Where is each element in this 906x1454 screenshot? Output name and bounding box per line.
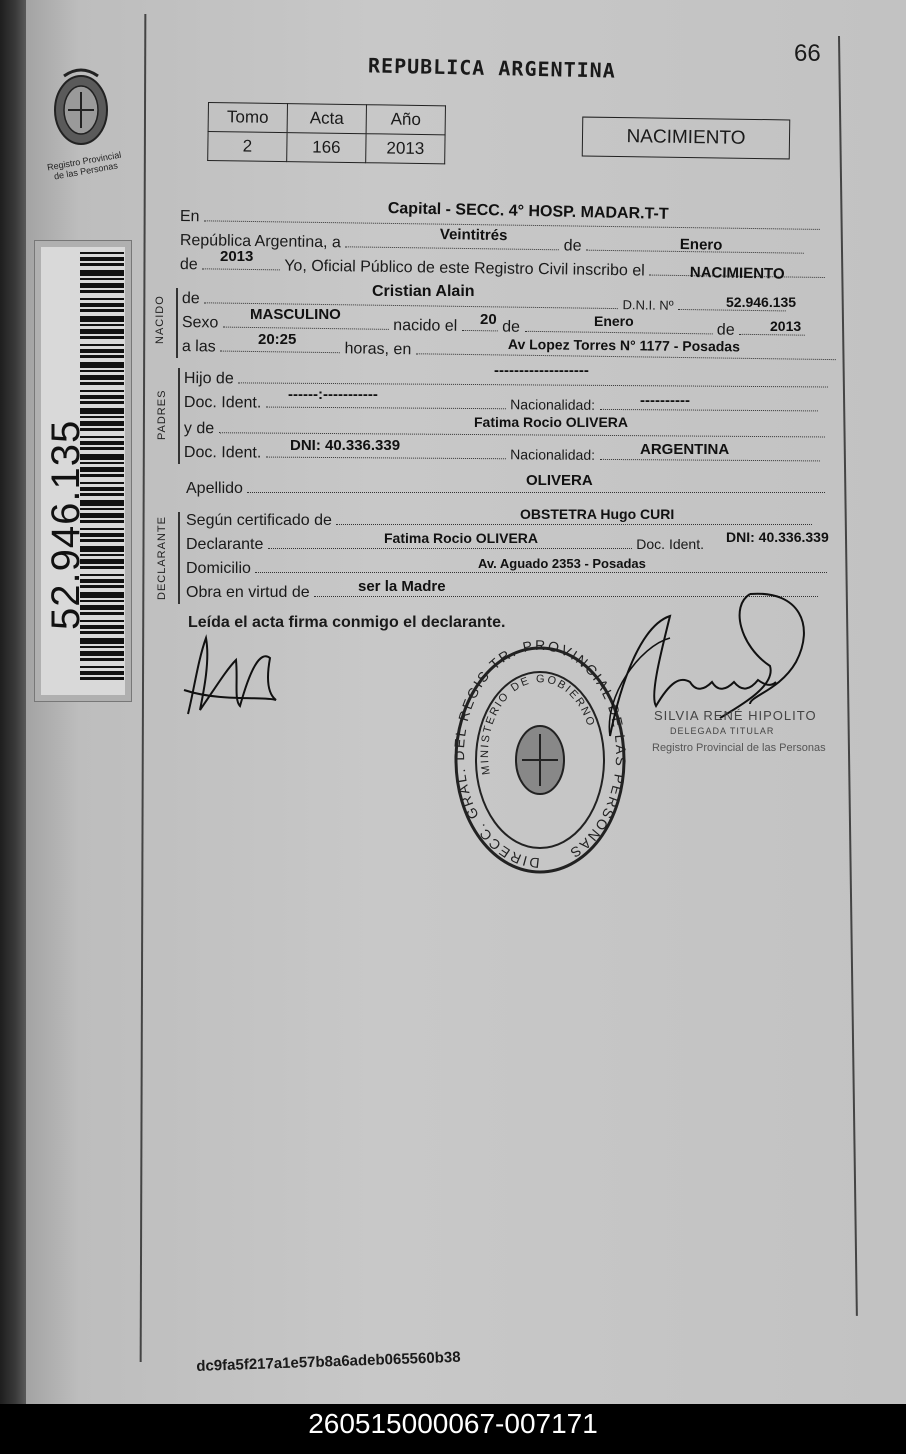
label-declarante: Declarante xyxy=(186,536,264,553)
row-apellido xyxy=(186,480,825,498)
section-divider xyxy=(176,288,178,358)
value-mes: Enero xyxy=(679,236,723,254)
value-dia-texto: Veintitrés xyxy=(439,226,508,245)
official-role: DELEGADA TITULAR xyxy=(670,726,775,736)
value-tomo: 2 xyxy=(208,132,287,162)
value-hora: 20:25 xyxy=(258,331,297,348)
value-anio-nac: 2013 xyxy=(770,318,802,334)
label-de-dia: de xyxy=(502,318,521,336)
dotted-line xyxy=(204,220,820,230)
value-dia: 20 xyxy=(480,311,497,328)
dotted-line xyxy=(416,353,836,360)
label-en: En xyxy=(179,208,200,226)
section-nacido: NACIDO xyxy=(154,295,166,344)
label-a-las: a las xyxy=(181,338,216,356)
document-title: REPUBLICA ARGENTINA xyxy=(367,53,617,83)
dotted-line xyxy=(462,330,498,332)
label-de-mes: de xyxy=(563,237,582,255)
value-nac-padre: ---------- xyxy=(640,392,690,409)
label-hijo-de: Hijo de xyxy=(183,370,234,388)
dotted-line xyxy=(268,548,632,549)
dotted-line xyxy=(739,334,805,336)
dotted-line xyxy=(599,459,819,462)
barcode-number: 52.946.135 xyxy=(44,419,88,630)
value-doc-madre: DNI: 40.336.339 xyxy=(290,437,401,454)
page-number: 66 xyxy=(794,40,821,67)
dotted-line xyxy=(247,492,825,493)
header-tomo: Tomo xyxy=(208,103,287,133)
label-doc-ident-2: Doc. Ident. xyxy=(183,444,262,462)
label-nacido-el: nacido el xyxy=(393,316,458,335)
value-certificado: OBSTETRA Hugo CURI xyxy=(520,506,675,522)
label-de-year: de xyxy=(179,256,198,274)
registry-label: Registro Provincial de las Personas xyxy=(46,149,122,182)
label-horas-en: horas, en xyxy=(344,340,412,359)
value-lugar: Capital - SECC. 4° HOSP. MADAR.T-T xyxy=(387,200,669,223)
section-declarante: DECLARANTE xyxy=(156,516,168,600)
label-sexo: Sexo xyxy=(181,314,219,332)
label-inscribo: Yo, Oficial Público de este Registro Civil inscribo el xyxy=(284,257,645,280)
label-domicilio: Domicilio xyxy=(186,560,251,577)
label-republica: República Argentina, a xyxy=(179,232,341,252)
footer-id-bar xyxy=(0,1404,906,1454)
value-anio: 2013 xyxy=(366,134,445,164)
official-name: SILVIA RENÉ HIPOLITO xyxy=(654,708,817,723)
label-segun: Según certificado de xyxy=(186,512,332,529)
label-obra: Obra en virtud de xyxy=(186,584,310,601)
section-divider xyxy=(178,512,180,604)
dotted-line xyxy=(220,351,340,354)
label-doc-ident-3: Doc. Ident. xyxy=(636,536,704,552)
dotted-line xyxy=(524,331,712,335)
dotted-line xyxy=(202,268,280,270)
value-lugar-nac: Av Lopez Torres N° 1177 - Posadas xyxy=(507,336,741,355)
document-hash: dc9fa5f217a1e57b8a6adeb065560b38 xyxy=(196,1348,461,1375)
value-nombre: Cristian Alain xyxy=(372,283,475,300)
value-anio: 2013 xyxy=(220,248,254,265)
section-divider xyxy=(178,368,180,464)
label-y-de: y de xyxy=(183,420,215,438)
label-de-anio: de xyxy=(716,321,735,339)
declarant-signature-icon xyxy=(180,630,300,720)
row-segun xyxy=(186,512,812,530)
label-apellido: Apellido xyxy=(186,480,243,497)
value-dni: 52.946.135 xyxy=(726,294,797,310)
label-doc-ident-1: Doc. Ident. xyxy=(183,394,262,412)
dotted-line xyxy=(255,572,827,573)
value-sexo: MASCULINO xyxy=(250,306,341,323)
label-de-nombre: de xyxy=(181,290,200,308)
value-acta: 166 xyxy=(287,133,366,163)
label-dni: D.N.I. Nº xyxy=(622,297,674,313)
dotted-line xyxy=(266,407,506,410)
seal-outer-text: DIRECC. GRAL. DEL REGIS TR. PROVINCIAL DE LAS PERSONAS xyxy=(451,636,630,872)
value-padre: ------------------- xyxy=(494,362,589,379)
value-obra: ser la Madre xyxy=(358,578,446,595)
dotted-line xyxy=(599,409,817,412)
signature-statement: Leída el acta firma conmigo el declarante. xyxy=(188,614,506,631)
value-apellido: OLIVERA xyxy=(526,472,593,489)
value-declarante: Fatima Rocio OLIVERA xyxy=(384,530,539,546)
header-acta: Acta xyxy=(287,104,366,134)
label-nacionalidad-2: Nacionalidad: xyxy=(510,446,596,463)
value-doc-padre: ------:----------- xyxy=(288,386,378,403)
dotted-line xyxy=(266,457,506,460)
footer-id: 260515000067-007171 xyxy=(308,1408,598,1439)
seal-inner-text: MINISTERIO DE GOBIERNO xyxy=(478,673,598,776)
value-madre: Fatima Rocio OLIVERA xyxy=(474,414,629,430)
value-doc-declarante: DNI: 40.336.339 xyxy=(726,529,829,545)
dotted-line xyxy=(336,524,812,525)
dotted-line xyxy=(223,327,389,330)
dotted-line xyxy=(345,246,559,250)
label-nacionalidad-1: Nacionalidad: xyxy=(510,396,596,413)
value-mes-nac: Enero xyxy=(594,313,634,329)
value-domicilio: Av. Aguado 2353 - Posadas xyxy=(478,556,646,571)
value-acto: NACIMIENTO xyxy=(689,264,785,283)
section-padres: PADRES xyxy=(156,389,168,440)
act-type-box: NACIMIENTO xyxy=(582,117,791,160)
value-nac-madre: ARGENTINA xyxy=(640,441,730,458)
official-office: Registro Provincial de las Personas xyxy=(652,742,826,754)
header-anio: Año xyxy=(366,105,445,135)
